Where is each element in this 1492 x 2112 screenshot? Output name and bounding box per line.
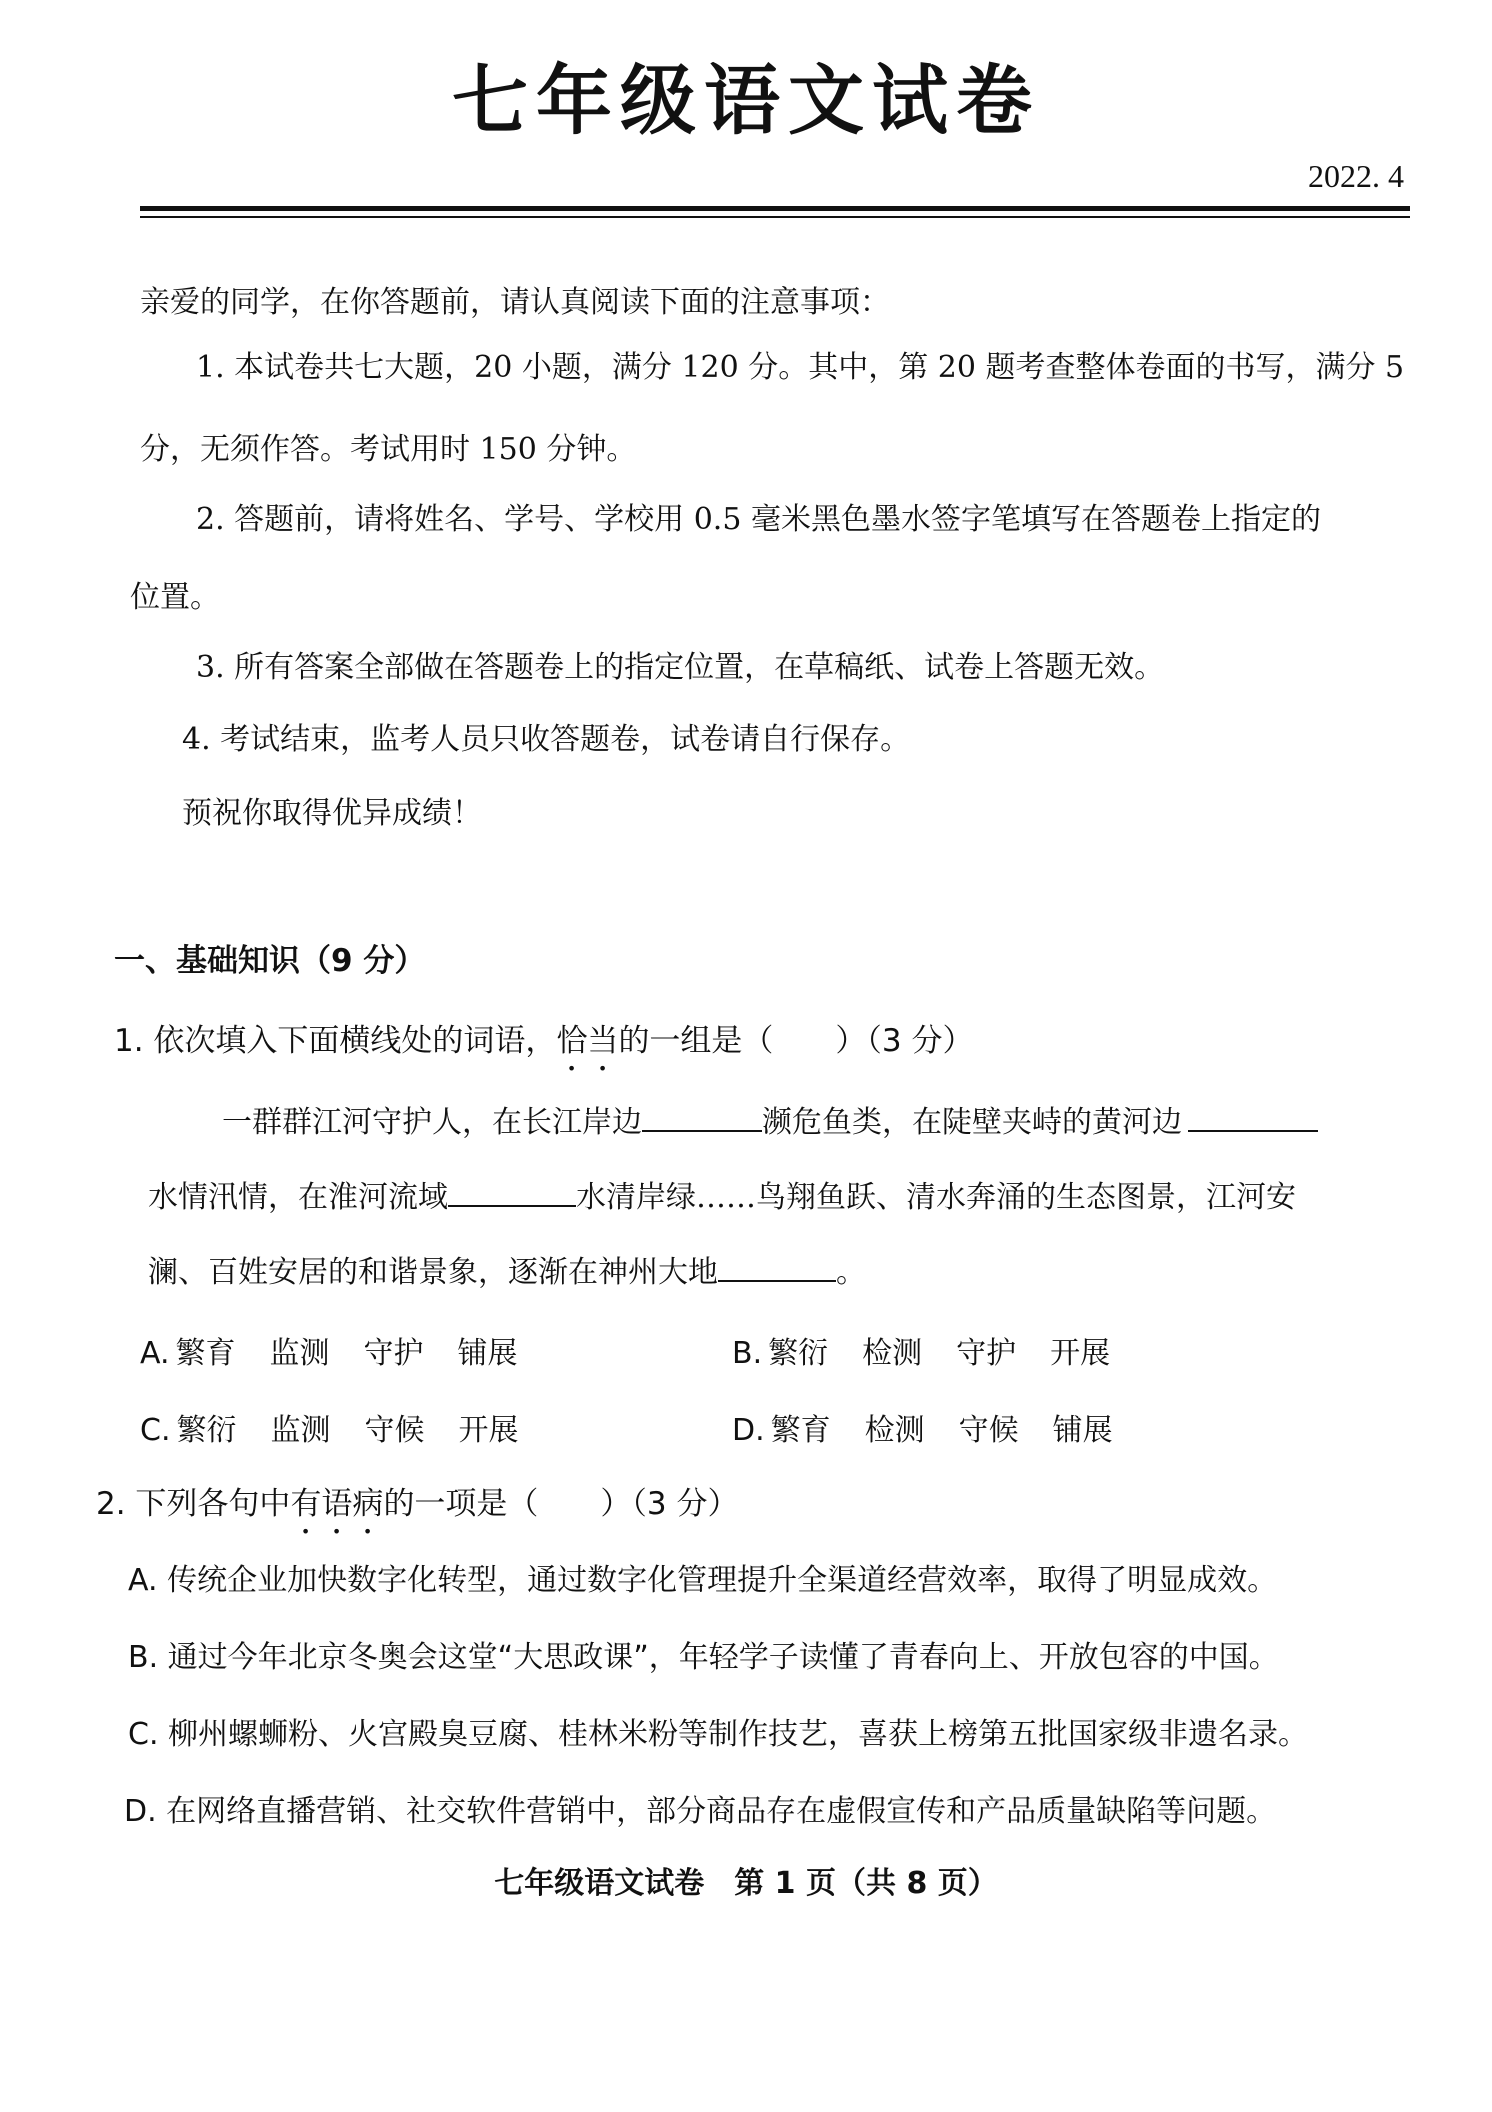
question-1-stem [114,1015,974,1078]
question-1-option-a [140,1328,552,1372]
question-2-stem [96,1478,739,1541]
question-2-option-c: C. 柳州螺蛳粉、火宫殿臭豆腐、桂林米粉等制作技艺，喜获上榜第五批国家级非遗名录。 [128,1717,1309,1752]
fill-blank-2 [1188,1104,1318,1132]
option-word: 检测 [864,1413,925,1448]
option-letter: B. [732,1336,763,1371]
option-word: 繁衍 [176,1413,237,1448]
fill-blank-4 [718,1254,836,1282]
option-word: 繁育 [175,1336,236,1371]
question-1-stem-after: 的一组是（ ）（3 分） [618,1023,974,1059]
passage-line-2 [148,1172,1296,1216]
notice-item-1-line-2: 分，无须作答。考试用时 150 分钟。 [140,432,637,467]
page-footer: 七年级语文试卷 第 1 页（共 8 页） [494,1866,998,1901]
option-word: 监测 [270,1413,331,1448]
question-2-option-b: B. 通过今年北京冬奥会这堂“大思政课”，年轻学子读懂了青春向上、开放包容的中国。 [128,1640,1279,1675]
question-2-option-d: D. 在网络直播营销、社交软件营销中，部分商品存在虚假宣传和产品质量缺陷等问题。 [124,1794,1277,1829]
notice-item-1-line-1: 1. 本试卷共七大题，20 小题，满分 120 分。其中，第 20 题考查整体卷面的书写，满分 5 [196,350,1405,385]
question-1-option-c [140,1405,552,1449]
notice-item-2-line-1: 2. 答题前，请将姓名、学号、学校用 0.5 毫米黑色墨水签字笔填写在答题卷上指定的 [196,502,1321,537]
option-word: 检测 [862,1336,923,1371]
passage-line-2-part-b: 水清岸绿……鸟翔鱼跃、清水奔涌的生态图景，江河安 [576,1180,1296,1215]
question-2-option-a: A. 传统企业加快数字化转型，通过数字化管理提升全渠道经营效率，取得了明显成效。 [128,1563,1278,1598]
passage-line-1 [222,1097,1318,1141]
passage-line-3-part-b: 。 [836,1255,866,1290]
option-word: 守候 [958,1413,1019,1448]
exam-date: 2022. 4 [1308,158,1404,194]
option-letter: A. [140,1336,170,1371]
option-word: 繁育 [770,1413,831,1448]
option-word: 铺展 [457,1336,518,1371]
option-word: 繁衍 [768,1336,829,1371]
question-1-stem-emphasis: 恰当 [556,1023,619,1059]
option-word: 开展 [1050,1336,1111,1371]
exam-title: 七年级语文试卷 [452,56,1040,145]
question-1-stem-before: 1. 依次填入下面横线处的词语， [114,1023,557,1059]
fill-blank-1 [642,1104,762,1132]
question-2-stem-emphasis: 有语病 [290,1486,384,1522]
passage-line-3 [148,1247,866,1291]
notice-intro: 亲爱的同学，在你答题前，请认真阅读下面的注意事项： [140,285,890,320]
option-word: 守候 [364,1413,425,1448]
notice-item-4: 4. 考试结束，监考人员只收答题卷，试卷请自行保存。 [182,722,911,757]
option-letter: D. [732,1413,765,1448]
option-word: 开展 [458,1413,519,1448]
passage-line-3-part-a: 澜、百姓安居的和谐景象，逐渐在神州大地 [148,1255,718,1290]
question-2-stem-before: 2. 下列各句中 [96,1486,291,1522]
question-1-option-b [732,1328,1144,1372]
passage-line-2-part-a: 水情汛情，在淮河流域 [148,1180,448,1215]
question-2-stem-after: 的一项是（ ）（3 分） [383,1486,739,1522]
option-word: 守护 [956,1336,1017,1371]
question-1-option-d [732,1405,1147,1449]
passage-line-1-part-b: 濒危鱼类，在陡壁夹峙的黄河边 [762,1105,1182,1140]
header-rule-thin [140,216,1410,218]
option-word: 铺展 [1052,1413,1113,1448]
passage-line-1-part-a: 一群群江河守护人，在长江岸边 [222,1105,642,1140]
notice-item-2-line-2: 位置。 [130,580,220,615]
option-word: 守护 [363,1336,424,1371]
option-word: 监测 [269,1336,330,1371]
notice-item-3: 3. 所有答案全部做在答题卷上的指定位置，在草稿纸、试卷上答题无效。 [196,650,1165,685]
option-letter: C. [140,1413,171,1448]
header-rule-thick [140,206,1410,211]
good-luck-wish: 预祝你取得优异成绩！ [182,796,482,831]
fill-blank-3 [448,1179,576,1207]
section-1-heading: 一、基础知识（9 分） [114,943,426,979]
